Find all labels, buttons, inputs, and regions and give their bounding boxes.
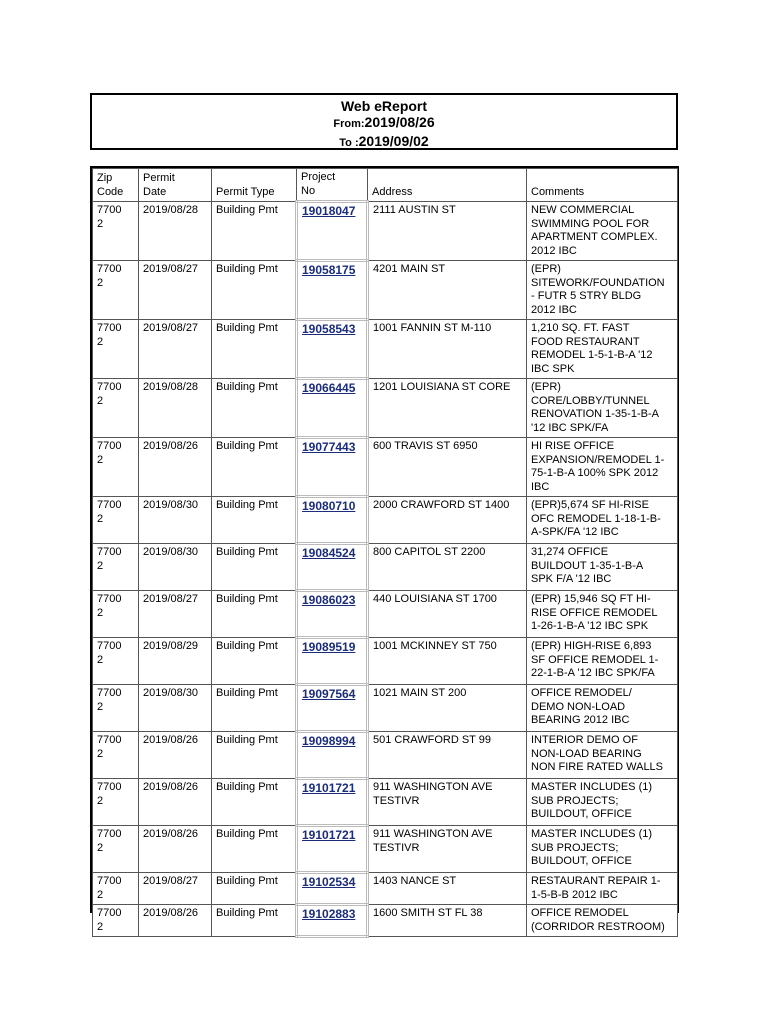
permit-date-cell: 2019/08/30	[139, 497, 212, 544]
table-row	[93, 905, 678, 937]
table-row	[93, 544, 678, 591]
comments-cell: (EPR) 15,946 SQ FT HI- RISE OFFICE REMODEL 1-26-1-B-A '12 IBC SPK	[527, 591, 678, 638]
address-cell: 2000 CRAWFORD ST 1400	[368, 497, 527, 544]
address-cell: 1201 LOUISIANA ST CORE	[368, 379, 527, 438]
comments-cell: MASTER INCLUDES (1) SUB PROJECTS; BUILDOUT, OFFICE	[527, 826, 678, 873]
address-cell: 1403 NANCE ST	[368, 873, 527, 905]
project-link[interactable]: 19102534	[302, 875, 356, 889]
comments-cell: HI RISE OFFICE EXPANSION/REMODEL 1- 75-1-B-A 100% SPK 2012 IBC	[527, 438, 678, 497]
project-link[interactable]: 19089519	[302, 640, 356, 654]
address-cell: 600 TRAVIS ST 6950	[368, 438, 527, 497]
col-comments: Comments	[527, 169, 678, 202]
table-row	[93, 873, 678, 905]
address-cell: 911 WASHINGTON AVE TESTIVR	[368, 779, 527, 826]
permit-date-cell: 2019/08/30	[139, 685, 212, 732]
comments-cell: 31,274 OFFICE BUILDOUT 1-35-1-B-A SPK F/A '12 IBC	[527, 544, 678, 591]
permit-type-cell: Building Pmt	[212, 685, 297, 732]
table-row	[93, 685, 678, 732]
from-label: From:	[333, 118, 365, 130]
project-link[interactable]: 19058543	[302, 322, 356, 336]
to-label: To :	[339, 137, 359, 149]
permit-date-cell: 2019/08/27	[139, 591, 212, 638]
zip-code-cell: 7700 2	[93, 544, 139, 591]
table-row	[93, 638, 678, 685]
address-cell: 1600 SMITH ST FL 38	[368, 905, 527, 937]
permit-type-cell: Building Pmt	[212, 544, 297, 591]
zip-code-cell: 7700 2	[93, 873, 139, 905]
comments-cell: 1,210 SQ. FT. FAST FOOD RESTAURANT REMODEL 1-5-1-B-A '12 IBC SPK	[527, 320, 678, 379]
table-row	[93, 202, 678, 261]
project-no-cell	[297, 591, 368, 638]
project-no-cell	[297, 685, 368, 732]
comments-cell: (EPR) SITEWORK/FOUNDATION - FUTR 5 STRY BLDG 2012 IBC	[527, 261, 678, 320]
permit-type-cell: Building Pmt	[212, 905, 297, 937]
table-row	[93, 779, 678, 826]
project-link[interactable]: 19097564	[302, 687, 356, 701]
project-no-cell	[297, 379, 368, 438]
address-cell: 911 WASHINGTON AVE TESTIVR	[368, 826, 527, 873]
project-link[interactable]: 19086023	[302, 593, 356, 607]
project-link[interactable]: 19080710	[302, 499, 356, 513]
comments-cell: (EPR) HIGH-RISE 6,893 SF OFFICE REMODEL 1- 22-1-B-A '12 IBC SPK/FA	[527, 638, 678, 685]
project-link[interactable]: 19102883	[302, 907, 356, 921]
table-row	[93, 826, 678, 873]
project-link[interactable]: 19098994	[302, 734, 356, 748]
col-zip-code: Zip Code	[93, 169, 139, 202]
project-link[interactable]: 19058175	[302, 263, 356, 277]
to-date: 2019/09/02	[358, 133, 429, 149]
permit-type-cell: Building Pmt	[212, 638, 297, 685]
date-from	[92, 114, 676, 133]
zip-code-cell: 7700 2	[93, 320, 139, 379]
permit-date-cell: 2019/08/29	[139, 638, 212, 685]
permit-table-container	[90, 166, 679, 933]
project-no-cell	[297, 497, 368, 544]
address-cell: 2111 AUSTIN ST	[368, 202, 527, 261]
col-permit-date: Permit Date	[139, 169, 212, 202]
permit-type-cell: Building Pmt	[212, 873, 297, 905]
from-date: 2019/08/26	[364, 114, 435, 130]
report-header	[90, 93, 678, 150]
project-no-cell	[297, 261, 368, 320]
project-no-cell	[297, 202, 368, 261]
zip-code-cell: 7700 2	[93, 732, 139, 779]
zip-code-cell: 7700 2	[93, 826, 139, 873]
table-row	[93, 732, 678, 779]
address-cell: 1021 MAIN ST 200	[368, 685, 527, 732]
table-header-row	[93, 169, 678, 202]
permit-type-cell: Building Pmt	[212, 497, 297, 544]
zip-code-cell: 7700 2	[93, 685, 139, 732]
permit-date-cell: 2019/08/26	[139, 905, 212, 937]
table-row	[93, 591, 678, 638]
zip-code-cell: 7700 2	[93, 779, 139, 826]
zip-code-cell: 7700 2	[93, 438, 139, 497]
address-cell: 800 CAPITOL ST 2200	[368, 544, 527, 591]
comments-cell: NEW COMMERCIAL SWIMMING POOL FOR APARTMENT COMPLEX. 2012 IBC	[527, 202, 678, 261]
permit-date-cell: 2019/08/30	[139, 544, 212, 591]
address-cell: 501 CRAWFORD ST 99	[368, 732, 527, 779]
table-row	[93, 438, 678, 497]
project-no-cell	[297, 320, 368, 379]
permit-date-cell: 2019/08/27	[139, 320, 212, 379]
zip-code-cell: 7700 2	[93, 202, 139, 261]
table-row	[93, 497, 678, 544]
table-row	[93, 261, 678, 320]
zip-code-cell: 7700 2	[93, 497, 139, 544]
col-project-no: Project No	[297, 169, 368, 202]
report-title: Web eReport	[340, 98, 428, 114]
project-link[interactable]: 19101721	[302, 828, 356, 842]
address-cell: 1001 FANNIN ST M-110	[368, 320, 527, 379]
permit-date-cell: 2019/08/26	[139, 732, 212, 779]
zip-code-cell: 7700 2	[93, 261, 139, 320]
permit-date-cell: 2019/08/26	[139, 826, 212, 873]
permit-type-cell: Building Pmt	[212, 732, 297, 779]
project-no-cell	[297, 905, 368, 937]
comments-cell: MASTER INCLUDES (1) SUB PROJECTS; BUILDOUT, OFFICE	[527, 779, 678, 826]
permit-date-cell: 2019/08/26	[139, 779, 212, 826]
permit-type-cell: Building Pmt	[212, 591, 297, 638]
comments-cell: (EPR)5,674 SF HI-RISE OFC REMODEL 1-18-1-B- A-SPK/FA '12 IBC	[527, 497, 678, 544]
project-no-cell	[297, 873, 368, 905]
permit-type-cell: Building Pmt	[212, 779, 297, 826]
permit-type-cell: Building Pmt	[212, 261, 297, 320]
comments-cell: (EPR) CORE/LOBBY/TUNNEL RENOVATION 1-35-1-B-A '12 IBC SPK/FA	[527, 379, 678, 438]
project-link[interactable]: 19018047	[302, 204, 356, 218]
permit-type-cell: Building Pmt	[212, 438, 297, 497]
project-link[interactable]: 19101721	[302, 781, 356, 795]
zip-code-cell: 7700 2	[93, 905, 139, 937]
project-link[interactable]: 19077443	[302, 440, 356, 454]
project-no-cell	[297, 544, 368, 591]
project-no-cell	[297, 438, 368, 497]
comments-cell: OFFICE REMODEL/ DEMO NON-LOAD BEARING 2012 IBC	[527, 685, 678, 732]
permit-table	[92, 168, 678, 938]
col-permit-type: Permit Type	[212, 169, 297, 202]
zip-code-cell: 7700 2	[93, 638, 139, 685]
project-no-cell	[297, 638, 368, 685]
permit-type-cell: Building Pmt	[212, 320, 297, 379]
permit-date-cell: 2019/08/27	[139, 261, 212, 320]
table-body	[93, 202, 678, 937]
address-cell: 1001 MCKINNEY ST 750	[368, 638, 527, 685]
table-row	[93, 320, 678, 379]
table-row	[93, 379, 678, 438]
permit-type-cell: Building Pmt	[212, 379, 297, 438]
project-no-cell	[297, 826, 368, 873]
project-link[interactable]: 19066445	[302, 381, 356, 395]
zip-code-cell: 7700 2	[93, 591, 139, 638]
comments-cell: OFFICE REMODEL (CORRIDOR RESTROOM)	[527, 905, 678, 937]
project-link[interactable]: 19084524	[302, 546, 356, 560]
date-to	[92, 133, 676, 152]
address-cell: 4201 MAIN ST	[368, 261, 527, 320]
permit-type-cell: Building Pmt	[212, 826, 297, 873]
permit-date-cell: 2019/08/26	[139, 438, 212, 497]
zip-code-cell: 7700 2	[93, 379, 139, 438]
comments-cell: RESTAURANT REPAIR 1- 1-5-B-B 2012 IBC	[527, 873, 678, 905]
permit-date-cell: 2019/08/28	[139, 202, 212, 261]
comments-cell: INTERIOR DEMO OF NON-LOAD BEARING NON FIRE RATED WALLS	[527, 732, 678, 779]
permit-type-cell: Building Pmt	[212, 202, 297, 261]
address-cell: 440 LOUISIANA ST 1700	[368, 591, 527, 638]
permit-date-cell: 2019/08/28	[139, 379, 212, 438]
project-no-cell	[297, 779, 368, 826]
project-no-cell	[297, 732, 368, 779]
col-address: Address	[368, 169, 527, 202]
permit-date-cell: 2019/08/27	[139, 873, 212, 905]
